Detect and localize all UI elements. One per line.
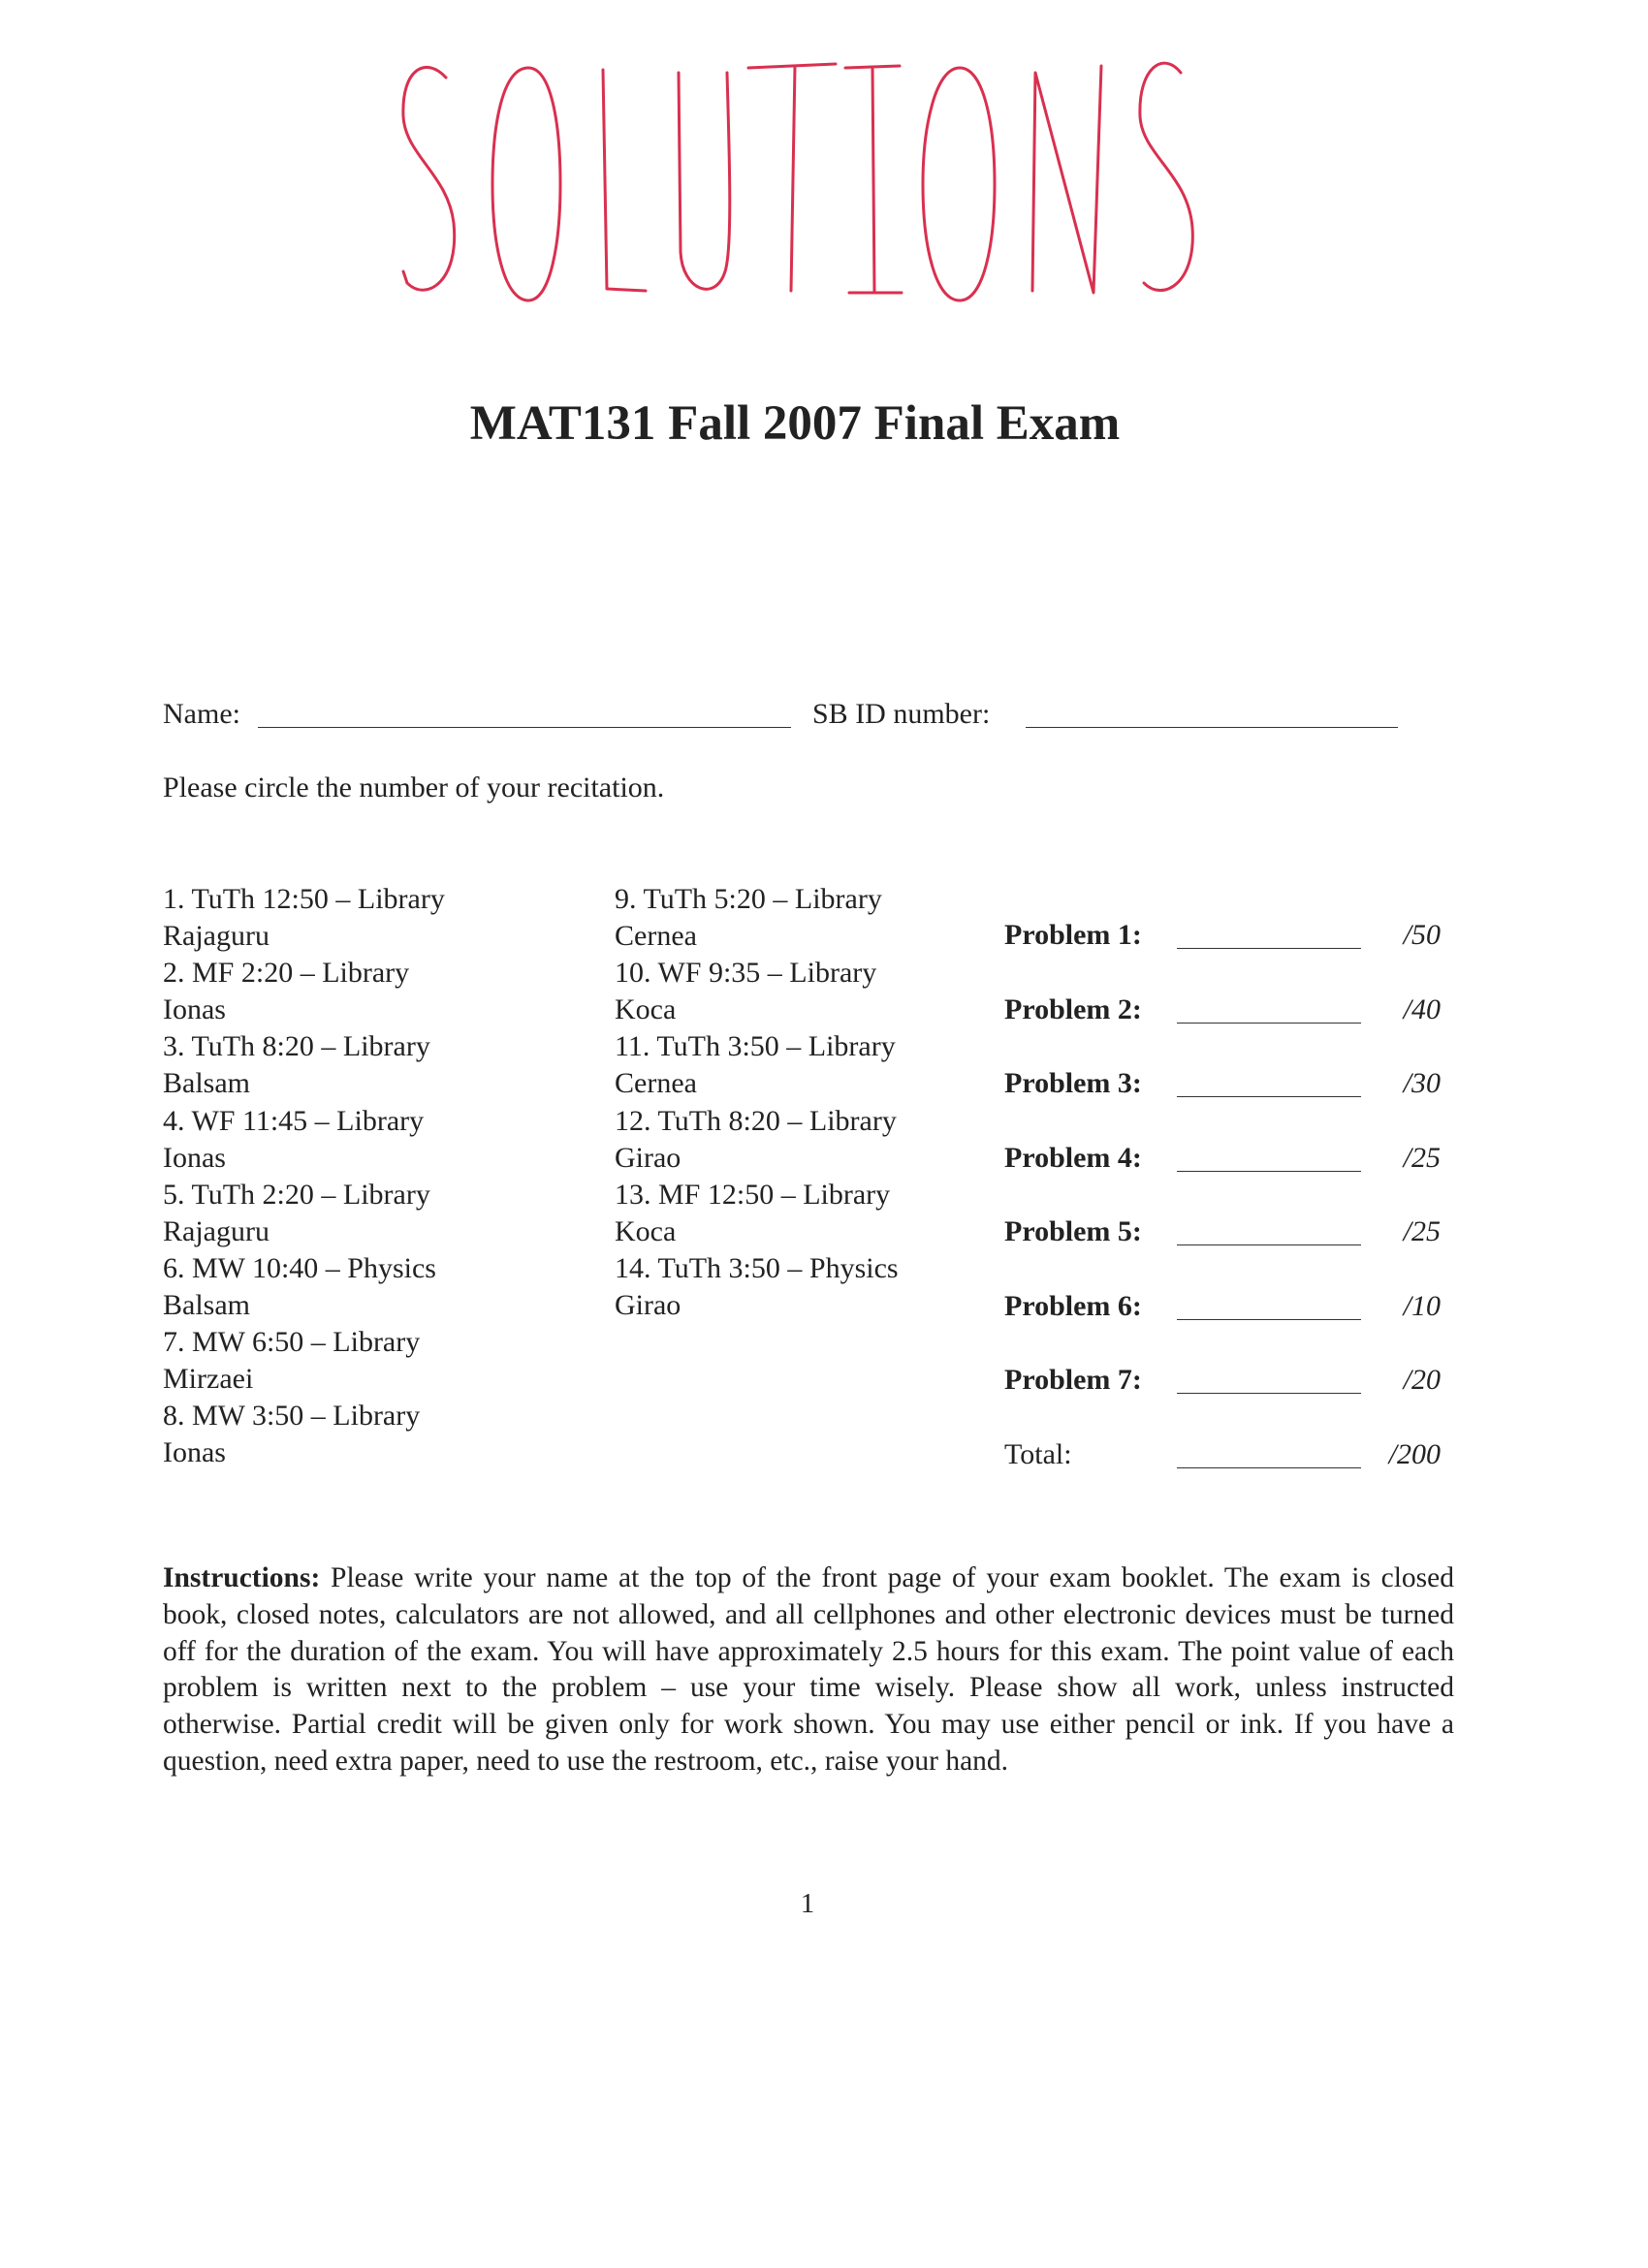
- id-field[interactable]: [1026, 727, 1398, 728]
- exam-title: MAT131 Fall 2007 Final Exam: [469, 396, 1121, 451]
- recitation-item[interactable]: 5. TuTh 2:20 – Library: [163, 1178, 430, 1211]
- score-row-problem-7: [1004, 1364, 1441, 1402]
- recitation-ta: Koca: [615, 1214, 677, 1247]
- score-label: Problem 6:: [1004, 1290, 1142, 1322]
- recitation-item[interactable]: 1. TuTh 12:50 – Library: [163, 883, 445, 915]
- recitation-ta: Cernea: [615, 920, 697, 953]
- score-row-problem-6: [1004, 1290, 1441, 1329]
- recitation-item[interactable]: 11. TuTh 3:50 – Library: [615, 1030, 896, 1063]
- recitation-ta: Rajaguru: [163, 920, 269, 953]
- score-max: /25: [1403, 1142, 1441, 1174]
- recitation-item[interactable]: 2. MF 2:20 – Library: [163, 957, 410, 990]
- recitation-ta: Balsam: [163, 1289, 250, 1322]
- score-max: /20: [1403, 1364, 1441, 1396]
- score-row-problem-2: [1004, 993, 1441, 1032]
- score-field[interactable]: [1177, 1096, 1361, 1097]
- score-label: Problem 3:: [1004, 1067, 1142, 1099]
- instructions: [163, 1560, 1454, 1780]
- recitation-item[interactable]: 7. MW 6:50 – Library: [163, 1326, 421, 1359]
- score-max: /30: [1403, 1067, 1441, 1099]
- name-field[interactable]: [258, 727, 791, 728]
- recitation-prompt: Please circle the number of your recitation.: [163, 772, 665, 803]
- score-row-total: [1004, 1438, 1441, 1477]
- recitation-item[interactable]: 4. WF 11:45 – Library: [163, 1104, 425, 1137]
- recitation-item[interactable]: 9. TuTh 5:20 – Library: [615, 883, 882, 915]
- recitation-column-2: [615, 881, 899, 1324]
- recitation-ta: Cernea: [615, 1067, 697, 1100]
- score-field[interactable]: [1177, 1023, 1361, 1024]
- score-label: Problem 5:: [1004, 1215, 1142, 1247]
- recitation-item[interactable]: 13. MF 12:50 – Library: [615, 1178, 891, 1211]
- handwritten-solutions-stamp: [388, 29, 1221, 310]
- score-max: /25: [1403, 1215, 1441, 1247]
- score-label: Problem 7:: [1004, 1364, 1142, 1396]
- score-max: /200: [1388, 1438, 1441, 1470]
- recitation-ta: Ionas: [163, 1141, 226, 1174]
- recitation-ta: Balsam: [163, 1067, 250, 1100]
- recitation-item[interactable]: 3. TuTh 8:20 – Library: [163, 1030, 430, 1063]
- instructions-text: Please write your name at the top of the front page of your exam booklet. The exam is closed book, closed notes, calculators are not allowed, and all cellphones and other electronic devices must be turned off for the duration of the exam. You will have approximately 2.5 hours for this exam. The point value of each problem is written next to the problem – use your time wisely. Please show all work, unless instructed otherwise. Partial credit will be given only for work shown. You may use either pencil or ink. If you have a question, need extra paper, need to use the restroom, etc., raise your hand.: [163, 1562, 1454, 1777]
- recitation-ta: Girao: [615, 1141, 681, 1174]
- recitation-item[interactable]: 10. WF 9:35 – Library: [615, 957, 877, 990]
- name-label: Name:: [163, 698, 240, 730]
- recitation-item[interactable]: 12. TuTh 8:20 – Library: [615, 1104, 897, 1137]
- score-row-problem-1: [1004, 919, 1441, 958]
- score-row-problem-5: [1004, 1215, 1441, 1254]
- score-max: /50: [1403, 919, 1441, 951]
- score-field[interactable]: [1177, 1319, 1361, 1320]
- recitation-ta: Rajaguru: [163, 1214, 269, 1247]
- recitation-column-1: [163, 881, 445, 1472]
- recitation-item[interactable]: 14. TuTh 3:50 – Physics: [615, 1251, 899, 1284]
- score-field[interactable]: [1177, 948, 1361, 949]
- score-field[interactable]: [1177, 1171, 1361, 1172]
- score-row-problem-4: [1004, 1142, 1441, 1181]
- score-label: Total:: [1004, 1438, 1072, 1470]
- recitation-item[interactable]: 6. MW 10:40 – Physics: [163, 1251, 436, 1284]
- score-max: /40: [1403, 993, 1441, 1025]
- instructions-label: Instructions:: [163, 1562, 321, 1593]
- page-number: 1: [800, 1888, 815, 1919]
- recitation-ta: Ionas: [163, 993, 226, 1026]
- score-label: Problem 4:: [1004, 1142, 1142, 1174]
- score-field[interactable]: [1177, 1467, 1361, 1468]
- recitation-item[interactable]: 8. MW 3:50 – Library: [163, 1400, 421, 1433]
- recitation-ta: Ionas: [163, 1436, 226, 1469]
- score-field[interactable]: [1177, 1244, 1361, 1245]
- score-max: /10: [1403, 1290, 1441, 1322]
- recitation-ta: Koca: [615, 993, 677, 1026]
- score-label: Problem 1:: [1004, 919, 1142, 951]
- score-label: Problem 2:: [1004, 993, 1142, 1025]
- score-row-problem-3: [1004, 1067, 1441, 1106]
- id-label: SB ID number:: [812, 698, 991, 730]
- recitation-ta: Girao: [615, 1289, 681, 1322]
- score-field[interactable]: [1177, 1393, 1361, 1394]
- recitation-ta: Mirzaei: [163, 1363, 254, 1396]
